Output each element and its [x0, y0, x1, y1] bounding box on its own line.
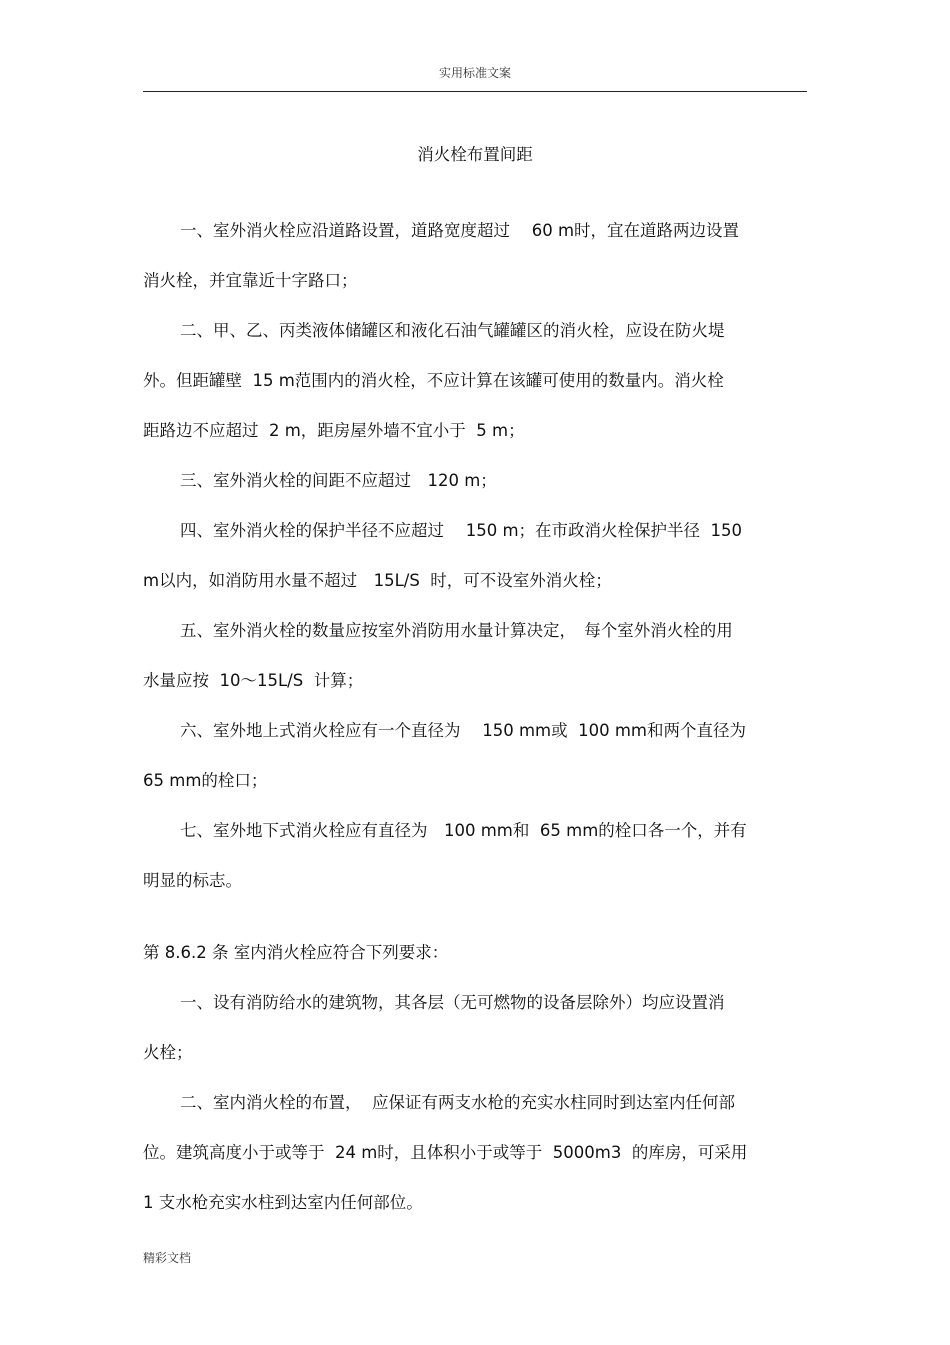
paragraph-line: 三、室外消火栓的间距不应超过 120 m； — [180, 471, 497, 490]
paragraph-line: 二、甲、乙、丙类液体储罐区和液化石油气罐罐区的消火栓，应设在防火堤 — [180, 321, 725, 340]
document-title: 消火栓布置间距 — [417, 145, 533, 164]
paragraph-line: 火栓； — [143, 1043, 193, 1062]
paragraph-line: 明显的标志。 — [143, 871, 242, 890]
page-header: 实用标准文案 — [438, 66, 511, 80]
paragraph-line: 四、室外消火栓的保护半径不应超过 150 m；在市政消火栓保护半径 150 — [180, 521, 743, 540]
paragraph-line: 65 mm的栓口； — [143, 771, 268, 790]
paragraph-line: 七、室外地下式消火栓应有直径为 100 mm和 65 mm的栓口各一个，并有 — [180, 821, 747, 840]
paragraph-line: 一、室外消火栓应沿道路设置，道路宽度超过 60 m时，宜在道路两边设置 — [180, 221, 740, 240]
paragraph-line: 二、室内消火栓的布置， 应保证有两支水枪的充实水柱同时到达室内任何部 — [180, 1093, 735, 1112]
paragraph-line: 一、设有消防给水的建筑物，其各层（无可燃物的设备层除外）均应设置消 — [180, 993, 725, 1012]
paragraph-line: m以内，如消防用水量不超过 15L/S 时，可不设室外消火栓； — [143, 571, 612, 590]
page-footer: 精彩文档 — [143, 1251, 192, 1265]
header-divider — [143, 91, 807, 92]
section-heading: 第 8.6.2 条 室内消火栓应符合下列要求： — [143, 943, 449, 962]
paragraph-line: 距路边不应超过 2 m，距房屋外墙不宜小于 5 m； — [143, 421, 525, 440]
paragraph-line: 外。但距罐壁 15 m范围内的消火栓，不应计算在该罐可使用的数量内。消火栓 — [143, 371, 724, 390]
paragraph-line: 水量应按 10～15L/S 计算； — [143, 671, 364, 690]
paragraph-line: 五、室外消火栓的数量应按室外消防用水量计算决定， 每个室外消火栓的用 — [180, 621, 733, 640]
paragraph-line: 位。建筑高度小于或等于 24 m时，且体积小于或等于 5000m3 的库房，可采用 — [143, 1143, 748, 1162]
paragraph-line: 1 支水枪充实水柱到达室内任何部位。 — [143, 1193, 423, 1212]
paragraph-line: 六、室外地上式消火栓应有一个直径为 150 mm或 100 mm和两个直径为 — [180, 721, 747, 740]
paragraph-line: 消火栓，并宜靠近十字路口； — [143, 271, 358, 290]
